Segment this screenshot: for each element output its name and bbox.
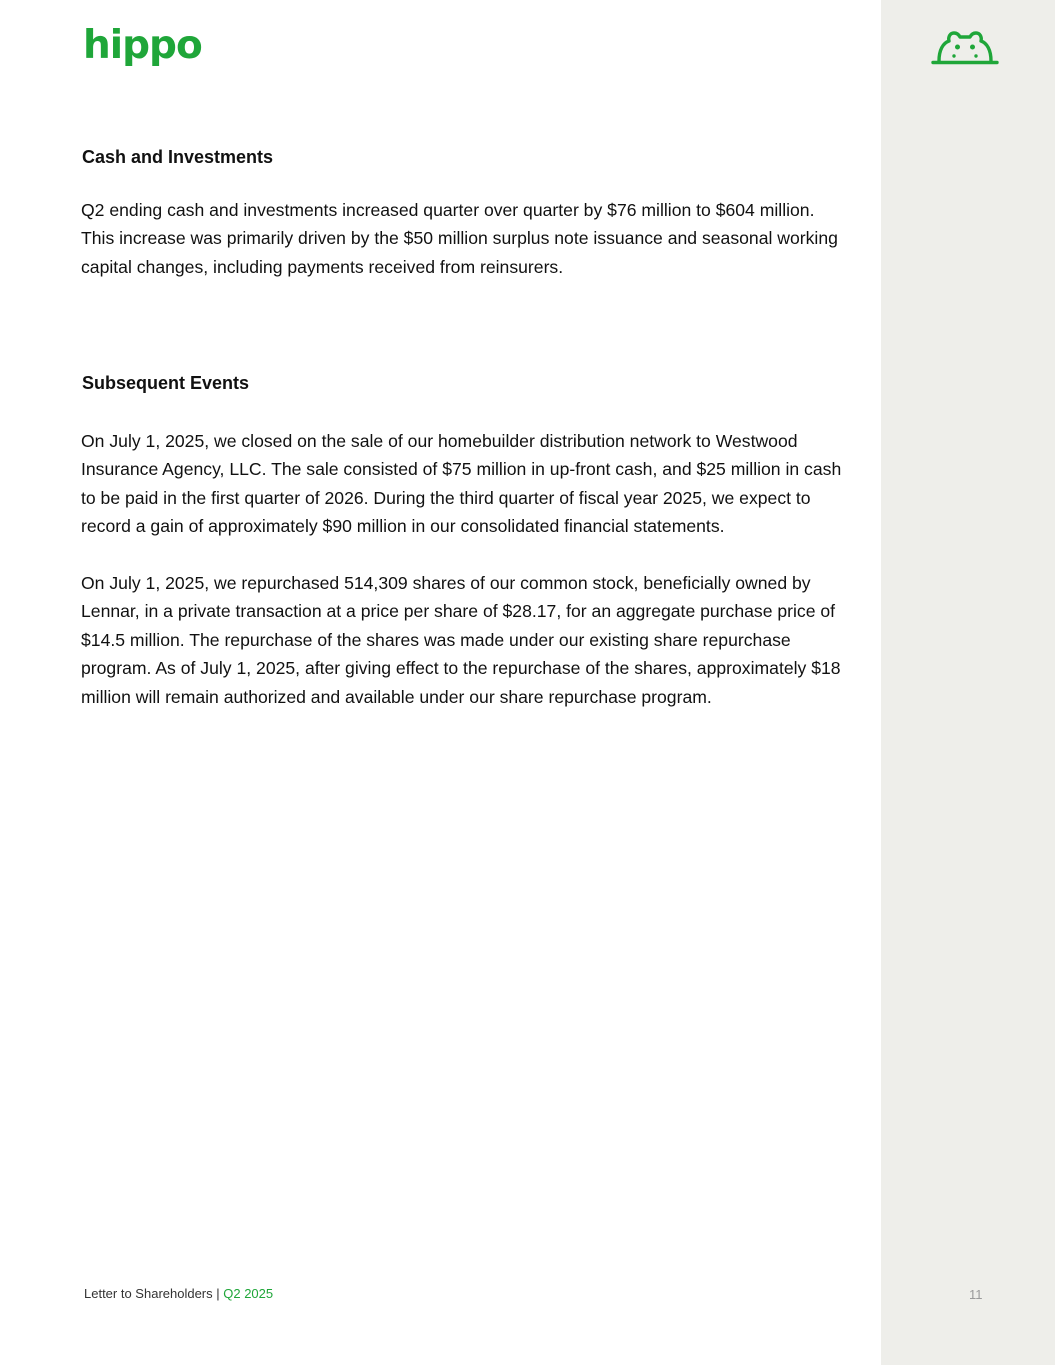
paragraph-cash-and-investments: Q2 ending cash and investments increased quarter over quarter by $76 million to $604 million. This increase was primarily driven by the $50 million surplus note issuance and seasonal working capital changes, including payments received from reinsurers. xyxy=(81,200,838,277)
paragraph-sale-of-distribution-network: On July 1, 2025, we closed on the sale of our homebuilder distribution network to Westwood Insurance Agency, LLC. The sale consisted of $75 million in up-front cash, and $25 million in cash to be paid in the first quarter of 2026. During the third quarter of fiscal year 2025, we expect to record a gain of approximately $90 million in our consolidated financial statements. xyxy=(81,431,842,537)
hippo-logo: hippo xyxy=(83,23,202,68)
footer xyxy=(84,1287,273,1300)
hippo-head-icon xyxy=(930,28,1000,68)
paragraph-share-repurchase: On July 1, 2025, we repurchased 514,309 shares of our common stock, beneficially owned by Lennar, in a private transaction at a price per share of $28.17, for an aggregate purchase price of $14.5 million. The repurchase of the shares was made under our existing share repurchase program. As of July 1, 2025, after giving effect to the repurchase of the shares, approximately $18 million will remain authorized and available under our share repurchase program. xyxy=(81,573,841,707)
page-number: 11 xyxy=(969,1287,983,1302)
section-heading-cash-and-investments: Cash and Investments xyxy=(82,147,274,167)
footer-label: Letter to Shareholders | xyxy=(84,1286,224,1301)
section-heading-subsequent-events: Subsequent Events xyxy=(82,373,250,393)
right-sidebar xyxy=(881,0,1055,1365)
footer-period: Q2 2025 xyxy=(223,1286,274,1301)
